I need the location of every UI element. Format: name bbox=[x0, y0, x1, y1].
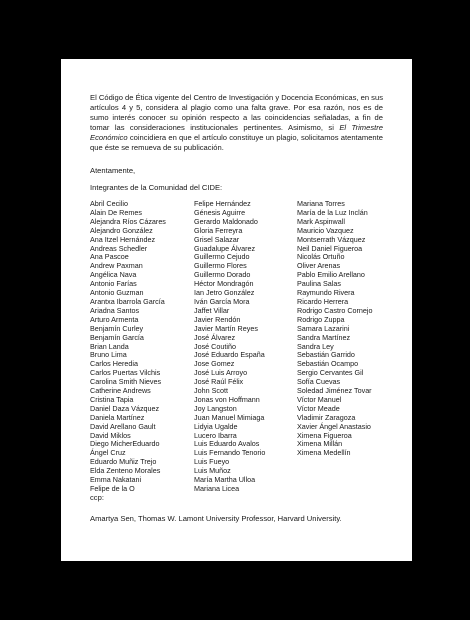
signer-name: Benjamín García bbox=[90, 332, 144, 342]
signer-name: Nicolás Ortuño bbox=[297, 252, 345, 262]
signer-name: Mariana Licea bbox=[194, 484, 240, 493]
signer-name: Samara Lazarini bbox=[297, 323, 350, 333]
signer-name: Jonas von Hoffmann bbox=[194, 394, 260, 404]
signer-name: Brian Landa bbox=[90, 341, 129, 351]
signer-name: Vladimir Zaragoza bbox=[297, 412, 356, 422]
signer-name: Carlos Heredia bbox=[90, 359, 138, 369]
signer-name: Ximena Figueroa bbox=[297, 430, 352, 440]
signer-name: Guillermo Dorado bbox=[194, 270, 251, 280]
signer-name: Mauricio Vazquez bbox=[297, 225, 354, 235]
cc-label: ccp: bbox=[90, 493, 104, 502]
cc-recipient: Amartya Sen, Thomas W. Lamont University Professor, Harvard University. bbox=[90, 514, 342, 523]
signer-name: José Álvarez bbox=[194, 332, 236, 342]
signer-name: José Raúl Félix bbox=[194, 377, 244, 387]
signer-name: Carlos Puertas Vilchis bbox=[90, 368, 161, 378]
signer-name: Alejandro González bbox=[90, 225, 153, 235]
signer-name: Daniela Martínez bbox=[90, 412, 145, 422]
signer-name: Elda Zenteno Morales bbox=[90, 466, 161, 476]
signer-name: Sebastián Garrido bbox=[297, 350, 355, 360]
signer-name: José Luis Arroyo bbox=[194, 368, 248, 378]
signer-name: Luis Fueyo bbox=[194, 457, 230, 467]
signer-name: Jose Gomez bbox=[194, 359, 235, 369]
signer-name: Eduardo Muñiz Trejo bbox=[90, 457, 157, 467]
signer-name: Pablo Emilio Arellano bbox=[297, 270, 365, 280]
signer-name: Sergio Cervantes Gil bbox=[297, 368, 364, 378]
letter-paragraph bbox=[90, 93, 383, 153]
signer-name: Luis Eduardo Avalos bbox=[194, 439, 260, 449]
signer-name: Montserrath Vázquez bbox=[297, 234, 366, 244]
signer-name: Catherine Andrews bbox=[90, 386, 151, 396]
signer-name: Lucero Ibarra bbox=[194, 430, 237, 440]
signer-name: Carolina Smith Nieves bbox=[90, 377, 162, 387]
journal-name: El Trimestre Económico bbox=[90, 123, 383, 142]
signer-name: David Arellano Gault bbox=[90, 421, 156, 431]
closing-salutation: Atentamente, bbox=[90, 166, 136, 175]
signer-name: Jaffet Villar bbox=[194, 305, 230, 315]
signer-name: Sandra Ley bbox=[297, 341, 334, 351]
signer-name: David Miklos bbox=[90, 430, 131, 440]
signer-name: Neil Daniel Figueroa bbox=[297, 243, 363, 253]
signer-name: Alain De Remes bbox=[90, 207, 142, 217]
signer-name: Javier Rendón bbox=[194, 314, 241, 324]
signer-name: Sofía Cuevas bbox=[297, 377, 341, 387]
signer-name: Juan Manuel Mimiaga bbox=[194, 412, 265, 422]
signer-name: Ana Itzel Hernández bbox=[90, 234, 156, 244]
signer-name: Guadalupe Álvarez bbox=[194, 243, 256, 253]
signer-name: Héctor Mondragón bbox=[194, 279, 254, 289]
signer-name: Oliver Arenas bbox=[297, 261, 341, 271]
signers-column-3 bbox=[297, 200, 373, 458]
signer-name: Ximena Millán bbox=[297, 439, 343, 449]
signer-name: Joy Langston bbox=[194, 403, 237, 413]
signer-name: Iván García Mora bbox=[194, 296, 250, 306]
signer-name: Luis Fernando Tenorio bbox=[194, 448, 266, 458]
signer-name: Felipe de la O bbox=[90, 484, 135, 493]
signer-name: Antonio Farías bbox=[90, 279, 137, 289]
signer-name: María de la Luz Inclán bbox=[297, 207, 368, 217]
signer-name: Rodrigo Zuppa bbox=[297, 314, 345, 324]
signer-name: Alejandra Ríos Cázares bbox=[90, 216, 166, 226]
signer-name: Diego MicherEduardo bbox=[90, 439, 160, 449]
signers-intro: Integrantes de la Comunidad del CIDE: bbox=[90, 183, 223, 192]
signer-name: Paulina Salas bbox=[297, 279, 341, 289]
signers-list bbox=[90, 199, 390, 493]
signer-name: Mariana Torres bbox=[297, 199, 345, 208]
signer-name: Gloria Ferreyra bbox=[194, 225, 243, 235]
signer-name: Andrew Paxman bbox=[90, 261, 143, 271]
signer-name: José Eduardo España bbox=[194, 350, 265, 360]
signer-name: Antonio Guzman bbox=[90, 288, 144, 298]
signer-name: Arantxa Ibarrola García bbox=[90, 296, 165, 306]
signer-name: Daniel Daza Vázquez bbox=[90, 403, 160, 413]
signer-name: Víctor Manuel bbox=[297, 394, 342, 404]
signer-name: Ana Pascoe bbox=[90, 252, 129, 262]
signer-name: Mark Aspinwall bbox=[297, 216, 345, 226]
signers-column-1 bbox=[90, 200, 166, 494]
signer-name: Sandra Martínez bbox=[297, 332, 351, 342]
signer-name: Sebastián Ocampo bbox=[297, 359, 359, 369]
signer-name: Ricardo Herrera bbox=[297, 296, 349, 306]
signer-name: Ángel Cruz bbox=[90, 448, 126, 458]
signer-name: Abril Cecilio bbox=[90, 199, 128, 208]
signer-name: Xavier Ángel Anastasio bbox=[297, 421, 371, 431]
signer-name: Guillermo Cejudo bbox=[194, 252, 250, 262]
signer-name: Lidyia Ugalde bbox=[194, 421, 238, 431]
signer-name: María Martha Ulloa bbox=[194, 475, 256, 485]
signer-name: Rodrigo Castro Cornejo bbox=[297, 305, 373, 315]
signer-name: Soledad Jiménez Tovar bbox=[297, 386, 372, 396]
signer-name: Angélica Nava bbox=[90, 270, 137, 280]
signer-name: Ian Jetro González bbox=[194, 288, 255, 298]
paragraph-text-before: El Código de Ética vigente del Centro de Investigación y Docencia Económicas, en sus artículos 4 y 5, considera al plagio como una falta grave. Por esa razón, nos es de sumo interés conocer su opinión respecto a las coincidencias señaladas, a fin de tomar las consideraciones institucionales pertinentes. Asimismo, si bbox=[90, 93, 383, 132]
paragraph-text-after: coincidiera en que el artículo constituye un plagio, solicitamos atentamente que éste se remueva de su publicación. bbox=[90, 133, 383, 152]
signer-name: Bruno Lima bbox=[90, 350, 127, 360]
signer-name: Ariadna Santos bbox=[90, 305, 140, 315]
signer-name: Ximena Medellín bbox=[297, 448, 351, 458]
signer-name: Gerardo Maldonado bbox=[194, 216, 258, 226]
signer-name: Felipe Hernández bbox=[194, 199, 251, 208]
signer-name: Andreas Schedler bbox=[90, 243, 148, 253]
signer-name: Raymundo Rivera bbox=[297, 288, 355, 298]
signer-name: Guillermo Flores bbox=[194, 261, 247, 271]
signer-name: Génesis Aguirre bbox=[194, 207, 246, 217]
signers-column-2 bbox=[194, 200, 265, 494]
signer-name: Javier Martín Reyes bbox=[194, 323, 258, 333]
signer-name: José Coutiño bbox=[194, 341, 236, 351]
signer-name: Víctor Meade bbox=[297, 403, 340, 413]
signer-name: Benjamín Curley bbox=[90, 323, 144, 333]
letter-page bbox=[61, 59, 412, 561]
signer-name: John Scott bbox=[194, 386, 228, 396]
signer-name: Cristina Tapia bbox=[90, 394, 134, 404]
signer-name: Arturo Armenta bbox=[90, 314, 139, 324]
signer-name: Emma Nakatani bbox=[90, 475, 142, 485]
signer-name: Grisel Salazar bbox=[194, 234, 240, 244]
signer-name: Luis Muñoz bbox=[194, 466, 231, 476]
